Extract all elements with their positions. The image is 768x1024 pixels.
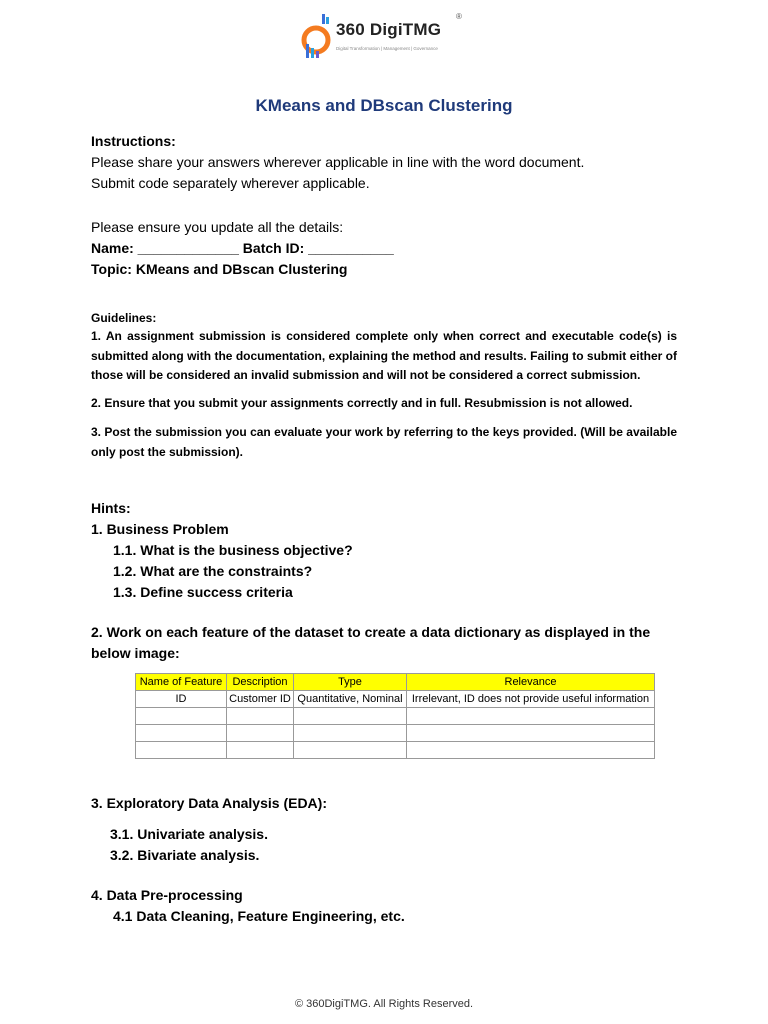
- data-dictionary-table: [135, 673, 655, 759]
- table-header-cell: Relevance: [407, 674, 655, 691]
- table-cell: [136, 708, 227, 725]
- hint-1: 1. Business Problem: [91, 521, 229, 537]
- hint-3: 3. Exploratory Data Analysis (EDA):: [91, 795, 327, 811]
- table-cell: [294, 742, 407, 759]
- table-cell: [227, 708, 294, 725]
- table-header-row: [136, 674, 655, 691]
- instructions-line-2: Submit code separately wherever applicable.: [91, 175, 370, 191]
- hints-heading: Hints:: [91, 500, 131, 516]
- copyright-footer: © 360DigiTMG. All Rights Reserved.: [294, 998, 474, 1010]
- topic-line: Topic: KMeans and DBscan Clustering: [91, 261, 348, 277]
- instructions-heading: Instructions:: [91, 133, 176, 149]
- guideline-3: 3. Post the submission you can evaluate your work by referring to the keys provided. (Will be available only post the submission).: [91, 425, 677, 459]
- hint-3-1: 3.1. Univariate analysis.: [110, 826, 268, 842]
- hint-1-3: 1.3. Define success criteria: [113, 584, 293, 600]
- table-cell: [407, 725, 655, 742]
- table-cell: [407, 708, 655, 725]
- table-row: [136, 742, 655, 759]
- table-cell: Irrelevant, ID does not provide useful information: [407, 691, 655, 708]
- brand-logo: [300, 12, 470, 62]
- table-cell: [136, 725, 227, 742]
- table-cell: [294, 725, 407, 742]
- name-batch-line: Name: _____________ Batch ID: ___________: [91, 240, 394, 256]
- table-cell: [227, 725, 294, 742]
- logo-tagline: Digital Transformation | Management | Governance: [336, 46, 438, 51]
- details-ensure-text: Please ensure you update all the details:: [91, 219, 344, 235]
- guideline-2: 2. Ensure that you submit your assignments correctly and in full. Resubmission is not allowed.: [91, 396, 633, 410]
- table-row: [136, 691, 655, 708]
- hint-1-2: 1.2. What are the constraints?: [113, 563, 313, 579]
- table-cell: [136, 742, 227, 759]
- table-header-cell: Type: [294, 674, 407, 691]
- guidelines-heading: Guidelines:: [91, 311, 157, 325]
- table-row: [136, 708, 655, 725]
- table-cell: [407, 742, 655, 759]
- guideline-1: 1. An assignment submission is considered complete only when correct and executable code(s) is submitted along with the documentation, explaining the method and results. Failing to submit either of those will be considered an invalid submission and will not be considered a correct submission.: [91, 329, 677, 382]
- hint-3-2: 3.2. Bivariate analysis.: [110, 847, 260, 863]
- logo-registered-mark: ®: [456, 12, 462, 21]
- hint-2: 2. Work on each feature of the dataset to create a data dictionary as displayed in the below image:: [91, 624, 651, 661]
- table-cell: [227, 742, 294, 759]
- table-row: [136, 725, 655, 742]
- logo-brand-text: 360 DigiTMG: [336, 20, 442, 39]
- table-header-cell: Name of Feature: [136, 674, 227, 691]
- table-cell: ID: [136, 691, 227, 708]
- logo-mark-icon: [300, 14, 334, 60]
- hint-4-1: 4.1 Data Cleaning, Feature Engineering, etc.: [113, 908, 405, 924]
- table-cell: Customer ID: [227, 691, 294, 708]
- hint-1-1: 1.1. What is the business objective?: [113, 542, 353, 558]
- instructions-line-1: Please share your answers wherever applicable in line with the word document.: [91, 154, 585, 170]
- table-cell: [294, 708, 407, 725]
- document-title: KMeans and DBscan Clustering: [255, 96, 513, 115]
- table-header-cell: Description: [227, 674, 294, 691]
- hint-4: 4. Data Pre-processing: [91, 887, 243, 903]
- table-cell: Quantitative, Nominal: [294, 691, 407, 708]
